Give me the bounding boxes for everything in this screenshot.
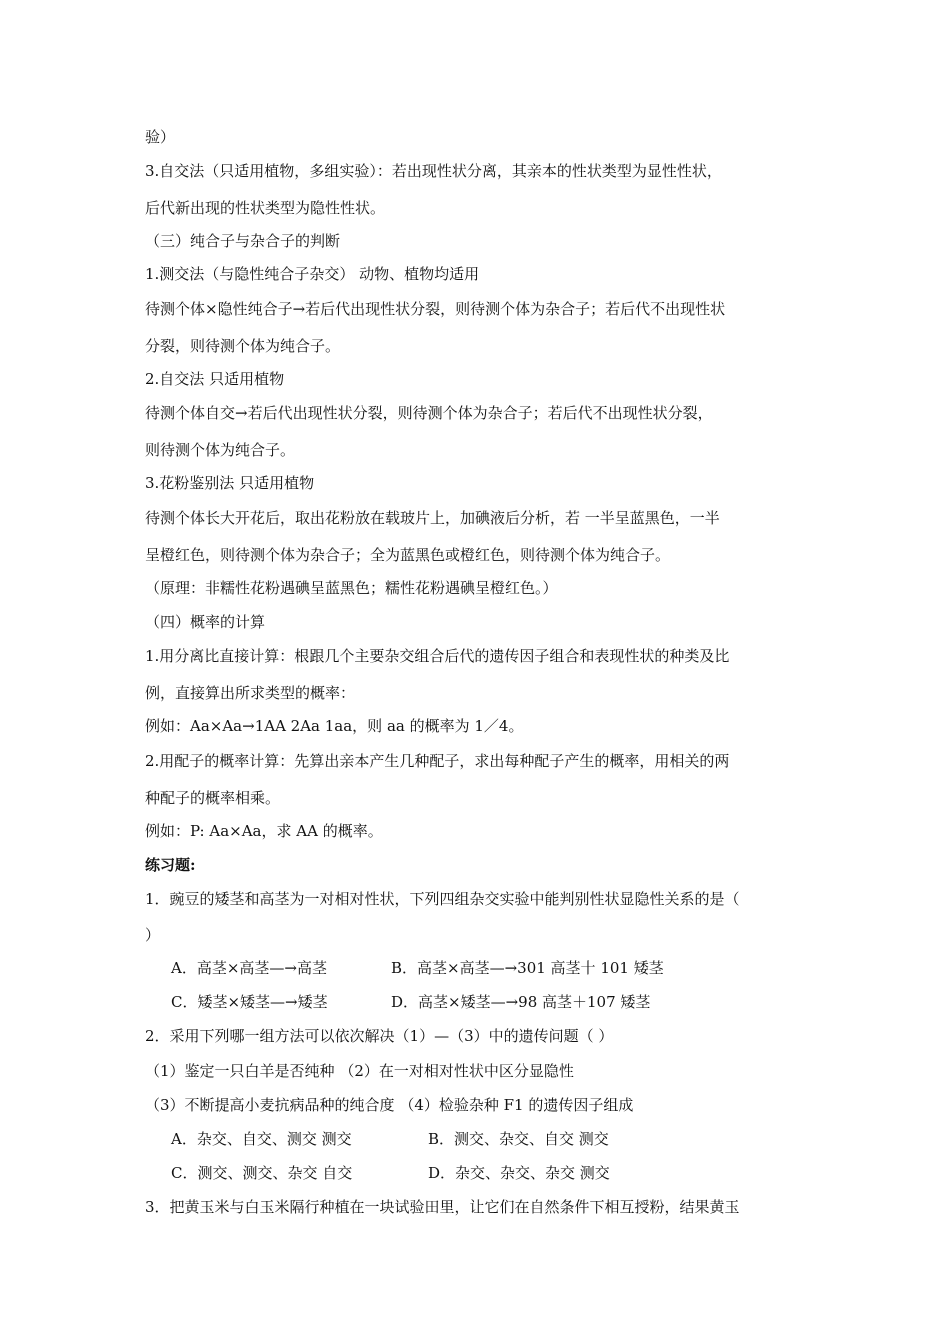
q1-option-b: B．高茎×高茎—→301 高茎十 101 矮茎 bbox=[391, 959, 664, 977]
text-line: 待测个体×隐性纯合子→若后代出现性状分裂，则待测个体为杂合子；若后代不出现性状 bbox=[145, 300, 726, 318]
exercise-heading: 练习题: bbox=[145, 856, 196, 874]
text-line: 呈橙红色，则待测个体为杂合子；全为蓝黑色或橙红色，则待测个体为纯合子。 bbox=[145, 546, 671, 564]
question-2-item: （3）不断提高小麦抗病品种的纯合度 （4）检验杂种 F1 的遗传因子组成 bbox=[145, 1096, 634, 1114]
section-heading: （三）纯合子与杂合子的判断 bbox=[145, 232, 341, 250]
text-line: 待测个体自交→若后代出现性状分裂，则待测个体为杂合子；若后代不出现性状分裂， bbox=[145, 404, 713, 422]
text-line: 1.用分离比直接计算：根跟几个主要杂交组合后代的遗传因子组合和表现性状的种类及比 bbox=[145, 647, 730, 665]
text-line: 3.自交法（只适用植物，多组实验）：若出现性状分离，其亲本的性状类型为显性性状， bbox=[145, 162, 722, 180]
text-line: 验） bbox=[145, 128, 176, 146]
question-1-blank: ） bbox=[145, 926, 161, 944]
text-line: 例，直接算出所求类型的概率： bbox=[145, 684, 356, 702]
text-line: 分裂，则待测个体为纯合子。 bbox=[145, 337, 341, 355]
question-3: 3．把黄玉米与白玉米隔行种植在一块试验田里，让它们在自然条件下相互授粉，结果黄玉 bbox=[145, 1198, 740, 1216]
q1-option-d: D．高茎×矮茎—→98 高茎＋107 矮茎 bbox=[391, 993, 651, 1011]
text-line: 则待测个体为纯合子。 bbox=[145, 441, 296, 459]
q1-option-c: C．矮茎×矮茎—→矮茎 bbox=[171, 993, 328, 1011]
text-line: 例如：Aa×Aa→1AA 2Aa 1aa，则 aa 的概率为 1／4。 bbox=[145, 717, 524, 735]
text-line: 3.花粉鉴别法 只适用植物 bbox=[145, 474, 315, 492]
text-line: 1.测交法（与隐性纯合子杂交） 动物、植物均适用 bbox=[145, 265, 480, 283]
question-2: 2．采用下列哪一组方法可以依次解决（1）—（3）中的遗传问题（ ） bbox=[145, 1027, 614, 1045]
text-line: 2.用配子的概率计算：先算出亲本产生几种配子，求出每种配子产生的概率，用相关的两 bbox=[145, 752, 730, 770]
text-line: 例如：P: Aa×Aa，求 AA 的概率。 bbox=[145, 822, 383, 840]
text-line: 待测个体长大开花后，取出花粉放在载玻片上，加碘液后分析，若 一半呈蓝黑色，一半 bbox=[145, 509, 720, 527]
text-line: （原理：非糯性花粉遇碘呈蓝黑色；糯性花粉遇碘呈橙红色。） bbox=[145, 579, 558, 597]
q2-option-c: C．测交、测交、杂交 自交 bbox=[171, 1164, 353, 1182]
q2-option-b: B．测交、杂交、自交 测交 bbox=[428, 1130, 609, 1148]
text-line: 后代新出现的性状类型为隐性性状。 bbox=[145, 199, 386, 217]
question-1: 1．豌豆的矮茎和高茎为一对相对性状，下列四组杂交实验中能判别性状显隐性关系的是（ bbox=[145, 890, 740, 908]
text-line: 种配子的概率相乘。 bbox=[145, 789, 281, 807]
section-heading: （四）概率的计算 bbox=[145, 613, 266, 631]
q2-option-d: D．杂交、杂交、杂交 测交 bbox=[428, 1164, 610, 1182]
text-line: 2.自交法 只适用植物 bbox=[145, 370, 285, 388]
q1-option-a: A．高茎×高茎—→高茎 bbox=[171, 959, 327, 977]
q2-option-a: A．杂交、自交、测交 测交 bbox=[171, 1130, 352, 1148]
question-2-item: （1）鉴定一只白羊是否纯种 （2）在一对相对性状中区分显隐性 bbox=[145, 1062, 574, 1080]
